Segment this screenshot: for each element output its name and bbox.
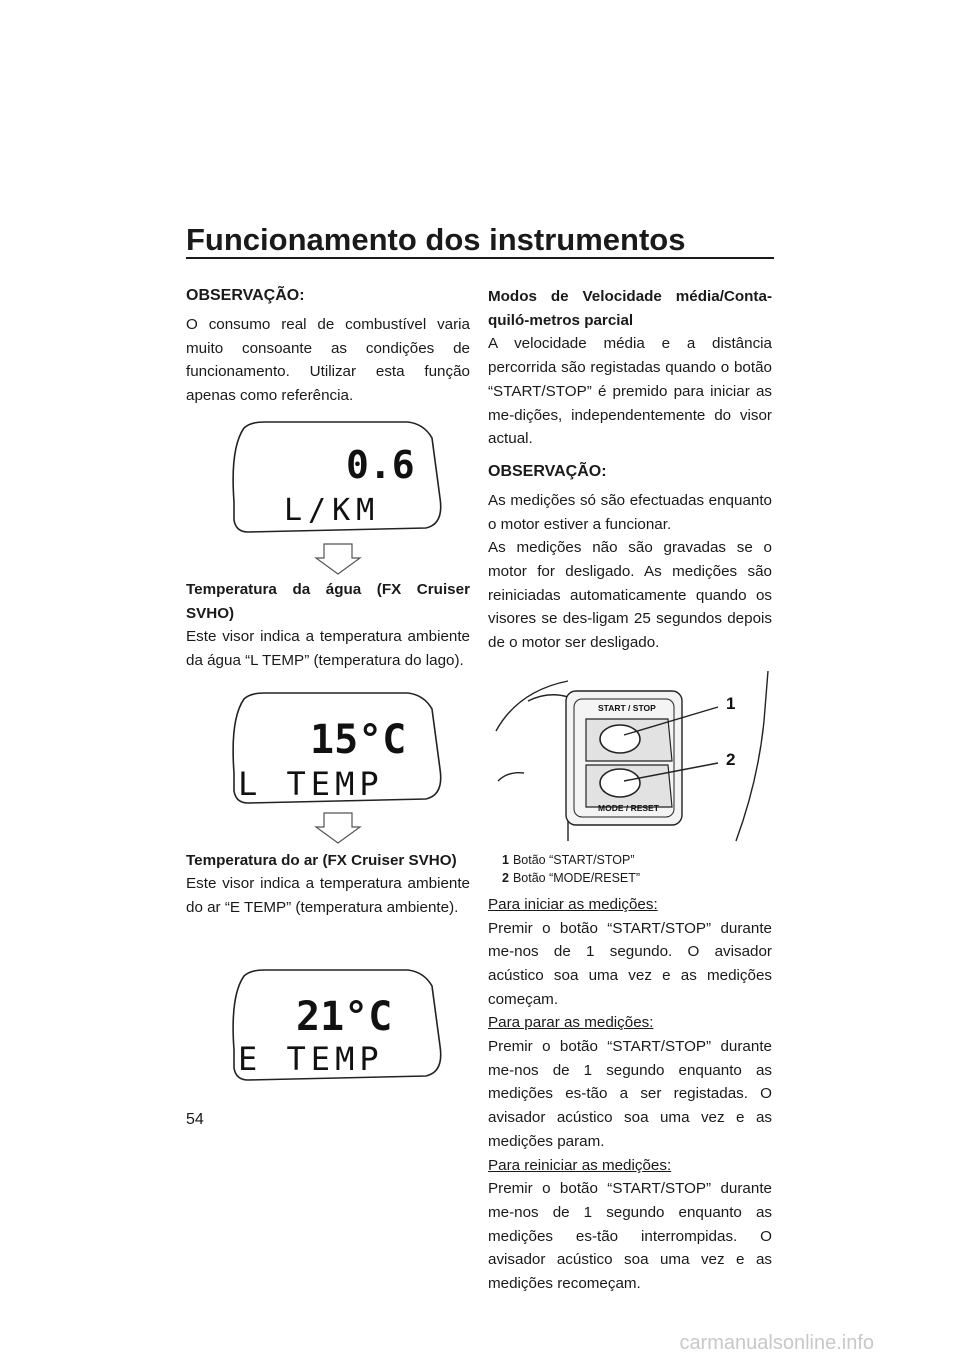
lcd-display-air	[186, 920, 470, 1096]
lcd-display-water	[186, 673, 470, 849]
start-heading: Para iniciar as medições:	[488, 895, 658, 913]
modes-heading: Modos de Velocidade média/Conta-quiló-metros parcial	[488, 288, 772, 329]
note-text: O consumo real de combustível varia muito consoante as condições de funcionamento. Utilizar esta função apenas como referência.	[186, 316, 470, 405]
page-title: Funcionamento dos instrumentos	[186, 222, 686, 257]
caption-1: 1 Botão “START/STOP”	[502, 852, 635, 867]
note-heading: OBSERVAÇÃO:	[186, 287, 305, 304]
air-temp-text: Este visor indica a temperatura ambiente do ar “E TEMP” (temperatura ambiente).	[186, 875, 470, 917]
reset-text: Premir o botão “START/STOP” durante me-nos de 1 segundo enquanto as medições es-tão interrompidas. O avisador acústico soa uma vez e as medições recomeçam.	[488, 1180, 772, 1293]
footer	[0, 1318, 960, 1358]
lcd-unit: L TEMP	[238, 764, 384, 803]
water-temp-text: Este visor indica a temperatura ambiente da água “L TEMP” (temperatura do lago).	[186, 628, 470, 669]
title-rule	[186, 257, 774, 259]
start-stop-label: START / STOP	[598, 702, 656, 713]
note-text-2: As medições não são gravadas se o motor for desligado. As medições são reiniciadas automaticamente quando os visores se des-ligam 25 segundos depois de o motor ser desligado.	[488, 539, 772, 652]
stop-text: Premir o botão “START/STOP” durante me-nos de 1 segundo enquanto as medições es-tão a ser registadas. O avisador acústico soa uma vez e as medições param.	[488, 1038, 772, 1150]
note-text-1: As medições só são efectuadas enquanto o motor estiver a funcionar.	[488, 491, 772, 533]
arrow-down-icon	[316, 813, 360, 843]
start-text: Premir o botão “START/STOP” durante me-nos de 1 segundo. O avisador acústico soa uma vez e as medições começam.	[488, 919, 772, 1008]
water-temp-heading: Temperatura da água (FX Cruiser SVHO)	[186, 580, 470, 622]
page-number: 54	[186, 1111, 204, 1128]
callout-2: 2	[726, 749, 736, 769]
watermark: carmanualsonline.info	[679, 1332, 874, 1354]
lcd-value: 21°C	[296, 993, 393, 1040]
lcd-unit: L/KM	[284, 492, 381, 528]
callout-1: 1	[726, 693, 736, 713]
mode-reset-button	[600, 769, 640, 797]
modes-text: A velocidade média e a distância percorrida são registadas quando o botão “START/STOP” é premido para iniciar as me-dições, independentemente do visor actual.	[488, 335, 772, 448]
lcd-unit: E TEMP	[238, 1039, 384, 1078]
lcd-value: 15°C	[310, 716, 407, 763]
right-column	[488, 285, 772, 1296]
air-temp-heading: Temperatura do ar (FX Cruiser SVHO)	[186, 851, 457, 869]
note-heading: OBSERVAÇÃO:	[488, 462, 607, 480]
control-panel-illustration	[488, 661, 772, 851]
reset-heading: Para reiniciar as medições:	[488, 1156, 672, 1174]
stop-heading: Para parar as medições:	[488, 1014, 654, 1032]
start-stop-button	[600, 725, 640, 753]
lcd-value: 0.6	[346, 442, 415, 487]
left-column	[186, 285, 470, 1096]
mode-reset-label: MODE / RESET	[598, 802, 659, 813]
caption-2: 2 Botão “MODE/RESET”	[502, 870, 641, 885]
arrow-down-icon	[316, 544, 360, 574]
lcd-display-fuel	[186, 408, 470, 578]
